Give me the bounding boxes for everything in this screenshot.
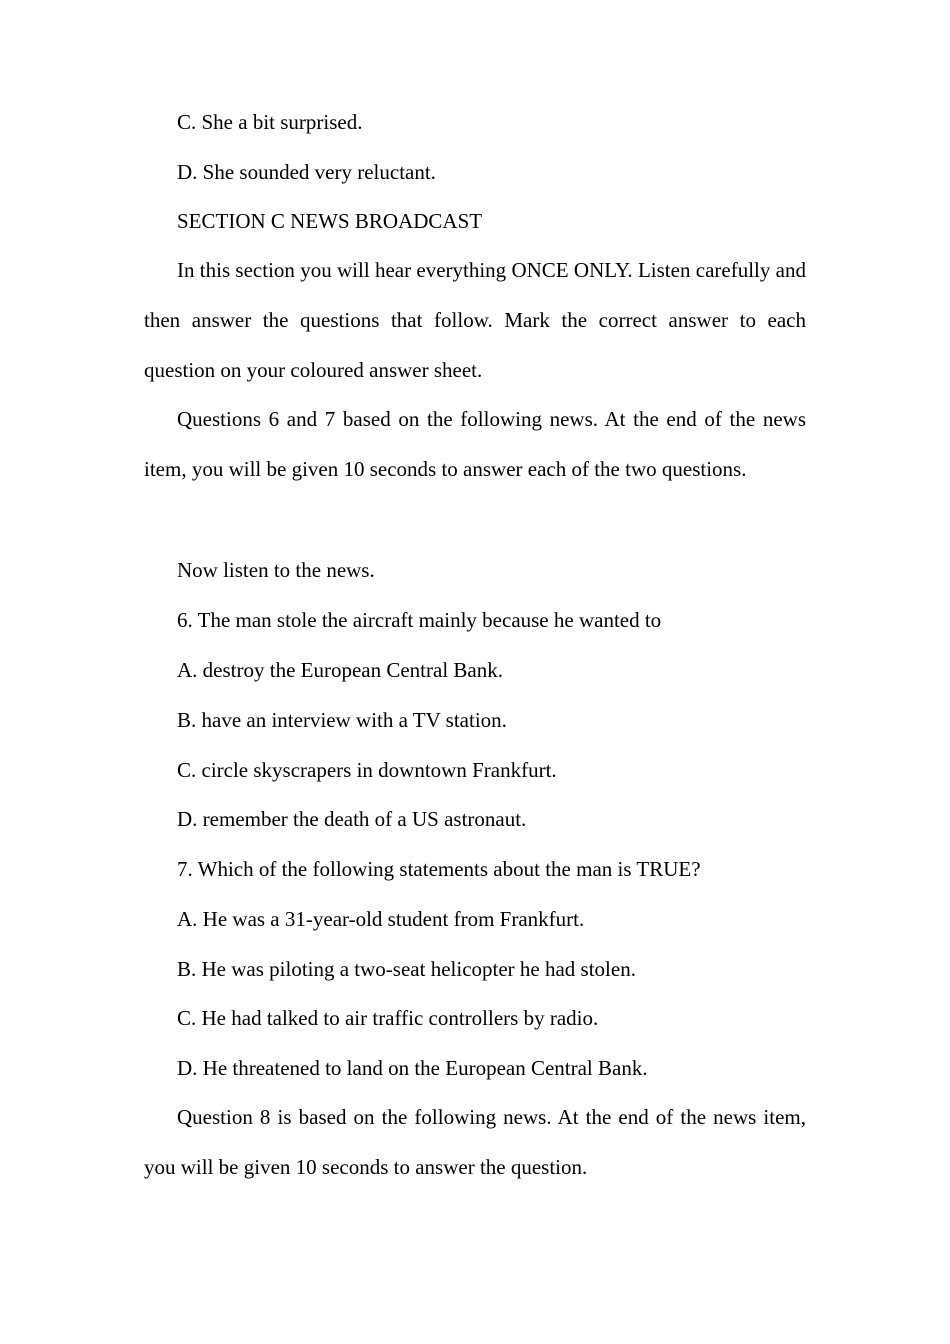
prev-option-c: C. She a bit surprised. — [177, 110, 363, 134]
question-6-stem: 6. The man stole the aircraft mainly because he wanted to — [177, 608, 662, 632]
prev-option-d: D. She sounded very reluctant. — [177, 160, 436, 184]
question-6-option-d: D. remember the death of a US astronaut. — [177, 807, 527, 831]
question-7-option-b: B. He was piloting a two-seat helicopter he had stolen. — [177, 957, 636, 981]
question-7-option-a: A. He was a 31-year-old student from Frankfurt. — [177, 907, 585, 931]
question-7-stem: 7. Which of the following statements about the man is TRUE? — [177, 857, 701, 881]
question-6-option-a: A. destroy the European Central Bank. — [177, 658, 503, 682]
question-8-intro: Question 8 is based on the following news. At the end of the news item, you will be given 10 seconds to answer the question. — [144, 1105, 806, 1179]
listen-prompt: Now listen to the news. — [177, 558, 375, 582]
question-6-option-c: C. circle skyscrapers in downtown Frankfurt. — [177, 758, 557, 782]
section-heading: SECTION C NEWS BROADCAST — [177, 209, 483, 233]
question-6-option-b: B. have an interview with a TV station. — [177, 708, 507, 732]
section-instructions: In this section you will hear everything ONCE ONLY. Listen carefully and then answer the questions that follow. Mark the correct answer to each question on your coloured answer sheet. — [144, 258, 806, 382]
questions-6-7-intro: Questions 6 and 7 based on the following news. At the end of the news item, you will be given 10 seconds to answer each of the two questions. — [144, 407, 806, 481]
question-7-option-d: D. He threatened to land on the European Central Bank. — [177, 1056, 648, 1080]
question-7-option-c: C. He had talked to air traffic controllers by radio. — [177, 1006, 599, 1030]
